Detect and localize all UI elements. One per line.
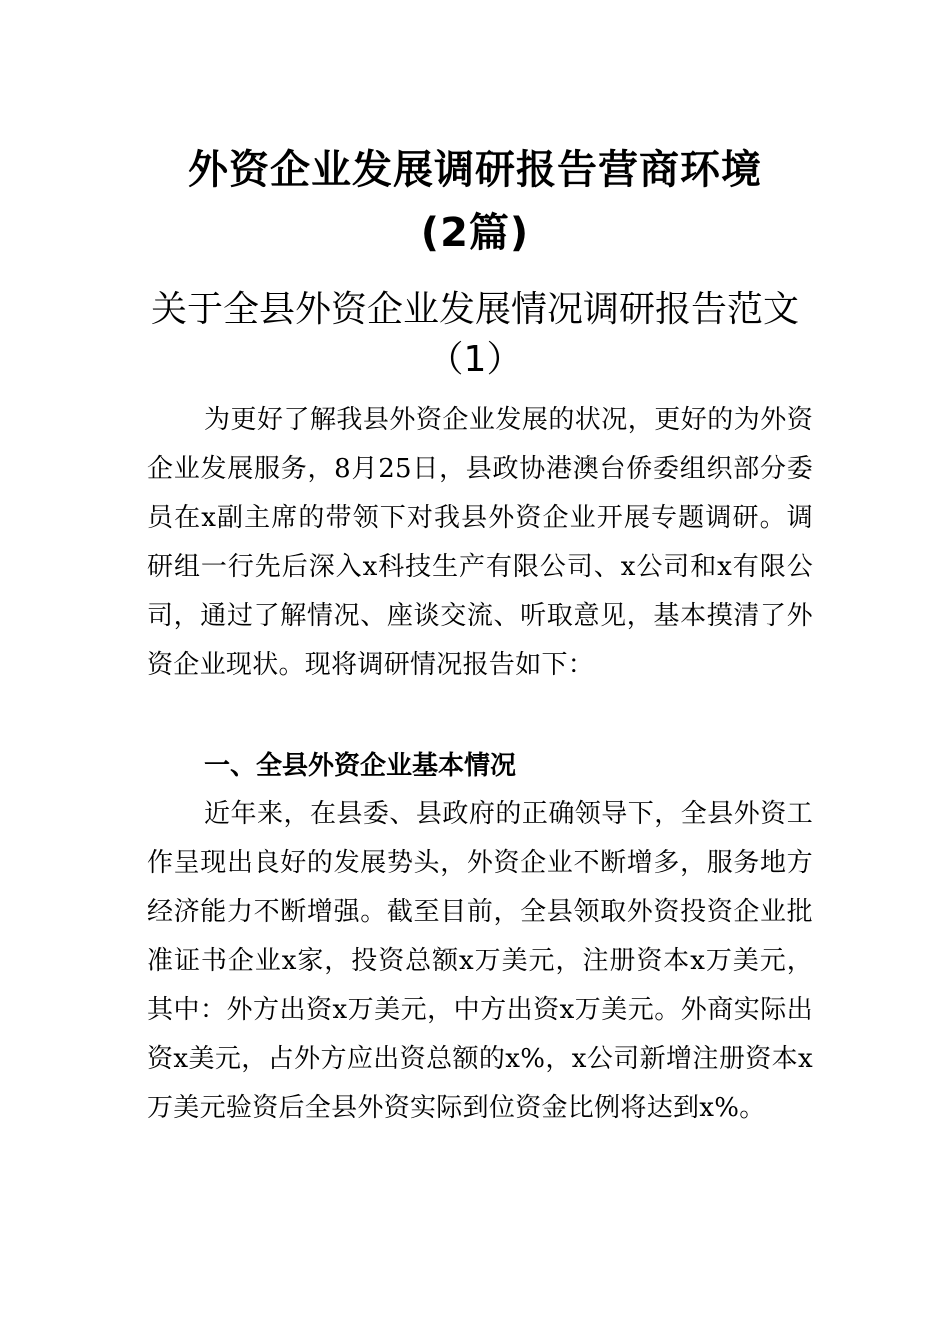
document-subtitle: 关于全县外资企业发展情况调研报告范文（1）	[150, 289, 799, 380]
intro-paragraph: 为更好了解我县外资企业发展的状况，更好的为外资企业发展服务，8月25日，县政协港澳台侨委组织部分委员在x副主席的带领下对我县外资企业开展专题调研。调研组一行先后深入x科技生产有限公司、x公司和x有限公司，通过了解情况、座谈交流、听取意见，基本摸清了外资企业现状。现将调研情况报告如下：	[147, 405, 813, 680]
document-title: 外资企业发展调研报告营商环境	[188, 147, 762, 193]
section-heading: 一、全县外资企业基本情况	[204, 751, 517, 781]
section-paragraph: 近年来，在县委、县政府的正确领导下，全县外资工作呈现出良好的发展势头，外资企业不断增多，服务地方经济能力不断增强。截至目前，全县领取外资投资企业批准证书企业x家，投资总额x万美元，注册资本x万美元，其中：外方出资x万美元，中方出资x万美元。外商实际出资x美元，占外方应出资总额的x%，x公司新增注册资本x万美元验资后全县外资实际到位资金比例将达到x%。	[147, 799, 813, 1123]
document-title-count: (2篇)	[420, 210, 530, 256]
